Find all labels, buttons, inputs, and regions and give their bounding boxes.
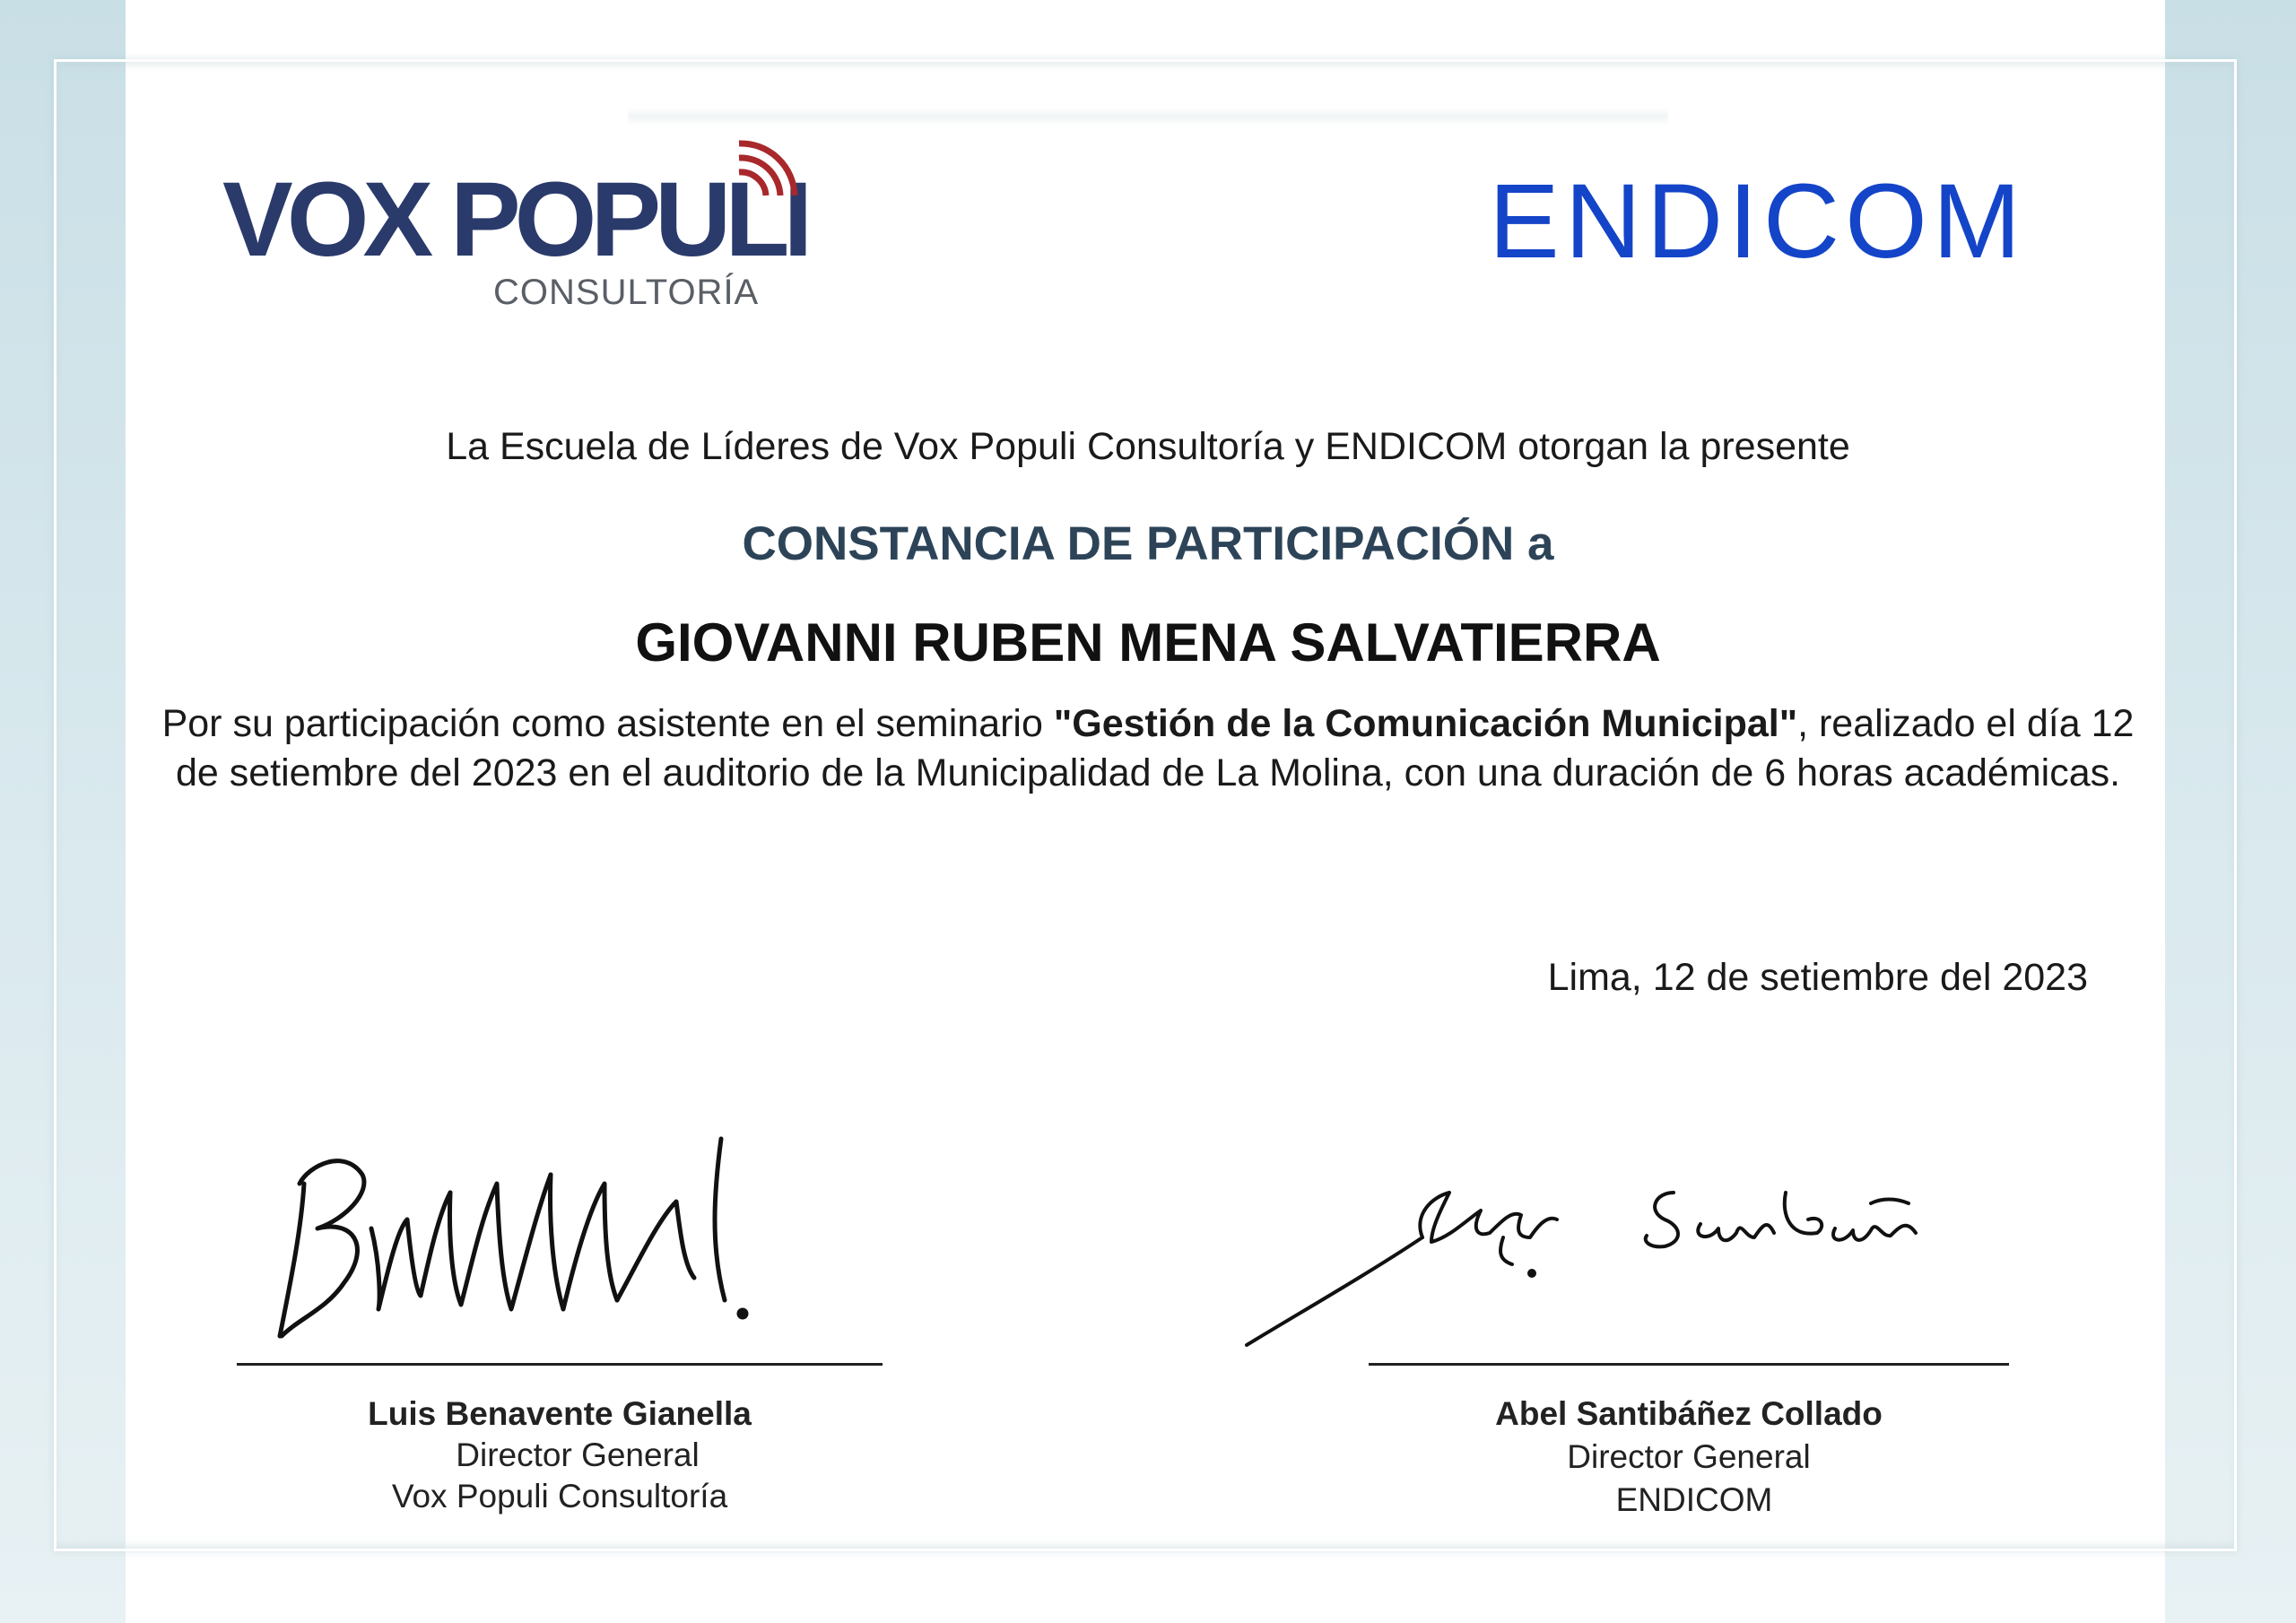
handwritten-signature-right	[1243, 1130, 2050, 1354]
endicom-logo: ENDICOM	[1489, 162, 2027, 281]
signatory-organization-left: Vox Populi Consultoría	[391, 1478, 728, 1515]
signature-line-right	[1369, 1363, 2009, 1366]
body-details-text: , realizado el día 12 de setiembre del 2023 en el auditorio de la Municipalidad de La Molina, con una duración de 6 horas académicas.	[175, 702, 2135, 794]
signatory-role-right: Director General	[1567, 1438, 1811, 1475]
signatory-organization-right: ENDICOM	[1615, 1481, 1773, 1518]
signatory-role-left: Director General	[456, 1436, 700, 1473]
vox-populi-logo-subtitle: CONSULTORÍA	[493, 273, 760, 312]
handwritten-signature-left	[237, 1130, 883, 1354]
signal-waves-icon	[735, 131, 807, 203]
recipient-name: GIOVANNI RUBEN MENA SALVATIERRA	[635, 612, 1661, 673]
vox-populi-logo-wordmark: VOX POPULI	[222, 161, 807, 279]
place-and-date: Lima, 12 de setiembre del 2023	[1547, 956, 2088, 999]
signature-line-left	[237, 1363, 883, 1366]
seminar-title: "Gestión de la Comunicación Municipal"	[1053, 702, 1798, 745]
signature-block-left	[237, 1130, 883, 1515]
signature-block-right	[1243, 1130, 1889, 1518]
certificate-title: CONSTANCIA DE PARTICIPACIÓN a	[742, 517, 1554, 570]
signatory-name-right: Abel Santibáñez Collado	[1495, 1395, 1883, 1432]
certificate-intro: La Escuela de Líderes de Vox Populi Consultoría y ENDICOM otorgan la presente	[446, 425, 1850, 468]
certificate-body	[144, 699, 2152, 798]
signatory-name-left: Luis Benavente Gianella	[368, 1395, 752, 1432]
body-intro-text: Por su participación como asistente en el seminario	[161, 702, 1054, 745]
vox-populi-logo	[222, 131, 814, 319]
decorative-haze	[628, 108, 1668, 126]
